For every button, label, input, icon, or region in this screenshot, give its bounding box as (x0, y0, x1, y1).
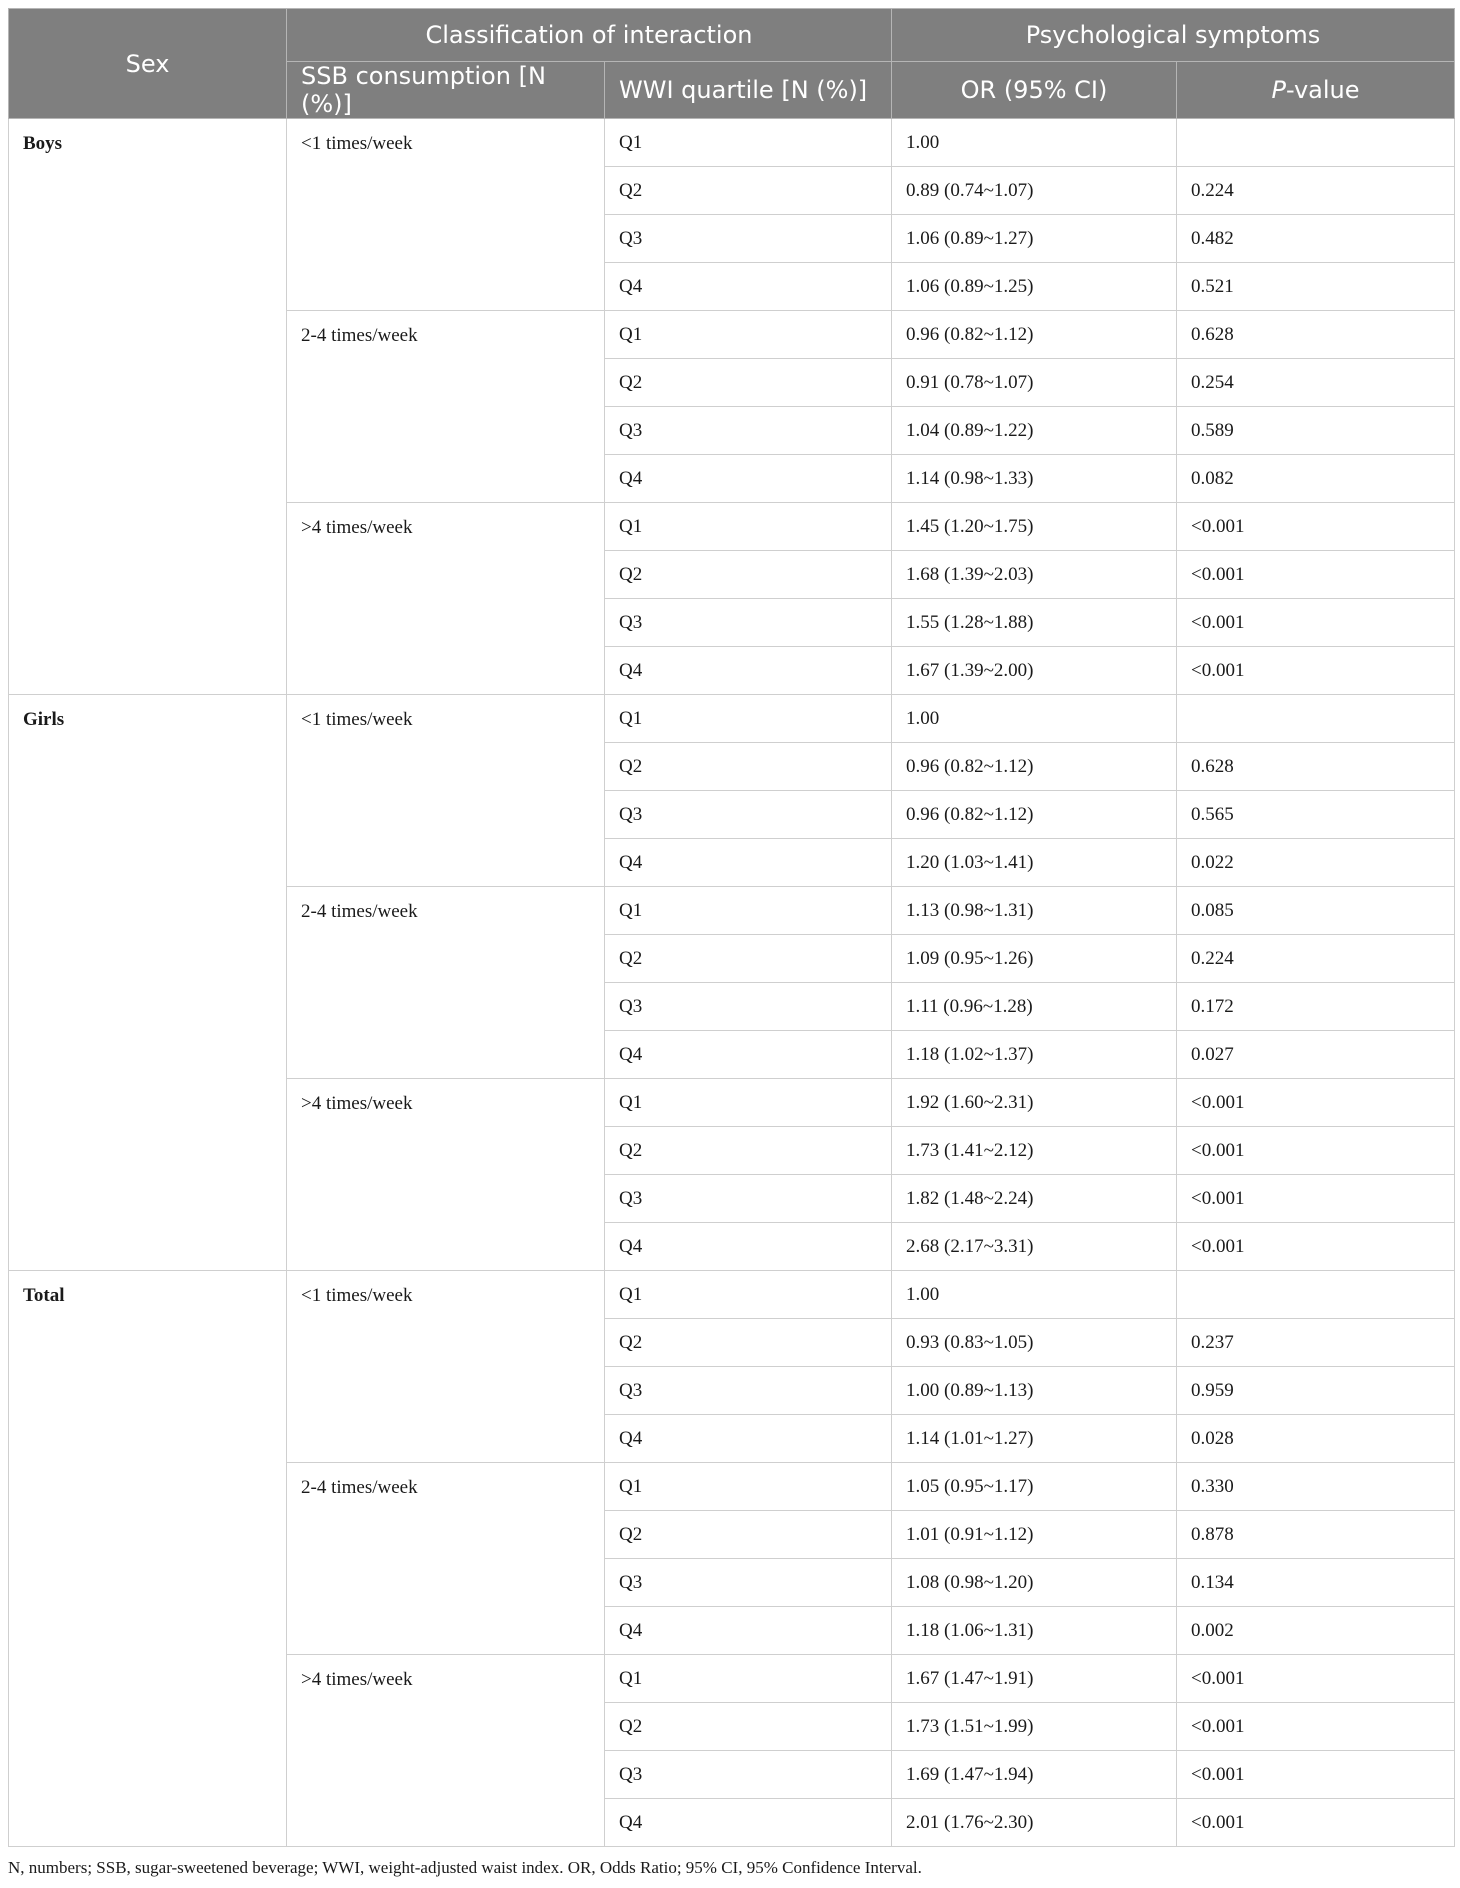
ssb-consumption-cell: 2-4 times/week (287, 887, 605, 1079)
wwi-quartile-cell: Q1 (605, 503, 892, 551)
wwi-quartile-cell: Q4 (605, 839, 892, 887)
wwi-quartile-cell: Q1 (605, 119, 892, 167)
wwi-quartile-cell: Q3 (605, 407, 892, 455)
p-value-cell: 0.022 (1177, 839, 1455, 887)
or-ci-cell: 1.00 (892, 119, 1177, 167)
table-header (9, 9, 1455, 119)
or-ci-cell: 1.67 (1.47~1.91) (892, 1655, 1177, 1703)
wwi-quartile-cell: Q3 (605, 1751, 892, 1799)
p-value-cell (1177, 119, 1455, 167)
ssb-consumption-cell: <1 times/week (287, 119, 605, 311)
table-row (9, 119, 1455, 167)
p-value-cell: 0.330 (1177, 1463, 1455, 1511)
or-ci-cell: 2.68 (2.17~3.31) (892, 1223, 1177, 1271)
wwi-quartile-cell: Q2 (605, 1703, 892, 1751)
p-value-cell: 0.224 (1177, 935, 1455, 983)
wwi-quartile-cell: Q3 (605, 215, 892, 263)
or-ci-cell: 2.01 (1.76~2.30) (892, 1799, 1177, 1847)
p-value-cell: 0.134 (1177, 1559, 1455, 1607)
or-ci-cell: 1.14 (0.98~1.33) (892, 455, 1177, 503)
p-value-cell (1177, 695, 1455, 743)
wwi-quartile-cell: Q2 (605, 167, 892, 215)
wwi-quartile-cell: Q4 (605, 1031, 892, 1079)
p-value-cell: 0.085 (1177, 887, 1455, 935)
p-value-cell: <0.001 (1177, 1655, 1455, 1703)
wwi-quartile-cell: Q4 (605, 647, 892, 695)
or-ci-cell: 0.91 (0.78~1.07) (892, 359, 1177, 407)
wwi-quartile-cell: Q2 (605, 743, 892, 791)
wwi-quartile-cell: Q3 (605, 1367, 892, 1415)
wwi-quartile-cell: Q1 (605, 1655, 892, 1703)
wwi-quartile-cell: Q2 (605, 1127, 892, 1175)
wwi-quartile-cell: Q2 (605, 1319, 892, 1367)
results-table (8, 8, 1455, 1847)
p-value-cell: <0.001 (1177, 1799, 1455, 1847)
ssb-consumption-cell: <1 times/week (287, 695, 605, 887)
p-value-cell: <0.001 (1177, 647, 1455, 695)
p-value-cell: 0.028 (1177, 1415, 1455, 1463)
or-ci-cell: 1.05 (0.95~1.17) (892, 1463, 1177, 1511)
or-ci-cell: 1.01 (0.91~1.12) (892, 1511, 1177, 1559)
header-row-top (9, 9, 1455, 62)
header-psychological-symptoms: Psychological symptoms (892, 9, 1455, 62)
or-ci-cell: 1.73 (1.41~2.12) (892, 1127, 1177, 1175)
wwi-quartile-cell: Q1 (605, 1079, 892, 1127)
sex-cell: Boys (9, 119, 287, 695)
p-value-cell: 0.027 (1177, 1031, 1455, 1079)
p-value-cell: 0.172 (1177, 983, 1455, 1031)
or-ci-cell: 0.96 (0.82~1.12) (892, 791, 1177, 839)
or-ci-cell: 0.89 (0.74~1.07) (892, 167, 1177, 215)
wwi-quartile-cell: Q3 (605, 983, 892, 1031)
wwi-quartile-cell: Q2 (605, 935, 892, 983)
header-ssb-consumption: SSB consumption [N (%)] (287, 62, 605, 119)
p-value-cell: 0.959 (1177, 1367, 1455, 1415)
ssb-consumption-cell: >4 times/week (287, 1079, 605, 1271)
wwi-quartile-cell: Q3 (605, 599, 892, 647)
or-ci-cell: 1.18 (1.06~1.31) (892, 1607, 1177, 1655)
wwi-quartile-cell: Q4 (605, 263, 892, 311)
or-ci-cell: 1.14 (1.01~1.27) (892, 1415, 1177, 1463)
ssb-consumption-cell: >4 times/week (287, 1655, 605, 1847)
wwi-quartile-cell: Q3 (605, 1559, 892, 1607)
p-value-cell: <0.001 (1177, 503, 1455, 551)
wwi-quartile-cell: Q4 (605, 455, 892, 503)
header-p-value (1177, 62, 1455, 119)
p-value-cell: <0.001 (1177, 551, 1455, 599)
or-ci-cell: 1.69 (1.47~1.94) (892, 1751, 1177, 1799)
p-value-cell: 0.237 (1177, 1319, 1455, 1367)
table-body (9, 119, 1455, 1847)
p-value-cell: <0.001 (1177, 599, 1455, 647)
wwi-quartile-cell: Q1 (605, 1271, 892, 1319)
p-value-cell: 0.482 (1177, 215, 1455, 263)
p-value-cell: 0.628 (1177, 743, 1455, 791)
table-footnote: N, numbers; SSB, sugar-sweetened beverage; WWI, weight-adjusted waist index. OR, Odds Ratio; 95% CI, 95% Confidence Interval. (8, 1858, 922, 1877)
p-value-cell: <0.001 (1177, 1703, 1455, 1751)
ssb-consumption-cell: 2-4 times/week (287, 311, 605, 503)
wwi-quartile-cell: Q4 (605, 1607, 892, 1655)
header-sex: Sex (9, 9, 287, 119)
wwi-quartile-cell: Q2 (605, 359, 892, 407)
p-value-cell: 0.082 (1177, 455, 1455, 503)
p-value-cell: <0.001 (1177, 1751, 1455, 1799)
or-ci-cell: 1.55 (1.28~1.88) (892, 599, 1177, 647)
p-value-cell (1177, 1271, 1455, 1319)
or-ci-cell: 1.06 (0.89~1.25) (892, 263, 1177, 311)
or-ci-cell: 1.11 (0.96~1.28) (892, 983, 1177, 1031)
ssb-consumption-cell: 2-4 times/week (287, 1463, 605, 1655)
wwi-quartile-cell: Q2 (605, 1511, 892, 1559)
wwi-quartile-cell: Q4 (605, 1799, 892, 1847)
ssb-consumption-cell: >4 times/week (287, 503, 605, 695)
or-ci-cell: 1.18 (1.02~1.37) (892, 1031, 1177, 1079)
p-value-cell: 0.254 (1177, 359, 1455, 407)
sex-cell: Total (9, 1271, 287, 1847)
or-ci-cell: 1.45 (1.20~1.75) (892, 503, 1177, 551)
or-ci-cell: 1.04 (0.89~1.22) (892, 407, 1177, 455)
header-p-rest: -value (1285, 76, 1360, 104)
wwi-quartile-cell: Q3 (605, 1175, 892, 1223)
or-ci-cell: 1.92 (1.60~2.31) (892, 1079, 1177, 1127)
or-ci-cell: 1.67 (1.39~2.00) (892, 647, 1177, 695)
header-wwi-quartile: WWI quartile [N (%)] (605, 62, 892, 119)
p-value-cell: <0.001 (1177, 1223, 1455, 1271)
header-classification: Classification of interaction (287, 9, 892, 62)
or-ci-cell: 1.73 (1.51~1.99) (892, 1703, 1177, 1751)
wwi-quartile-cell: Q2 (605, 551, 892, 599)
header-p-italic: P (1271, 76, 1286, 104)
wwi-quartile-cell: Q4 (605, 1223, 892, 1271)
or-ci-cell: 0.96 (0.82~1.12) (892, 311, 1177, 359)
wwi-quartile-cell: Q1 (605, 887, 892, 935)
wwi-quartile-cell: Q1 (605, 695, 892, 743)
or-ci-cell: 0.96 (0.82~1.12) (892, 743, 1177, 791)
p-value-cell: 0.521 (1177, 263, 1455, 311)
wwi-quartile-cell: Q3 (605, 791, 892, 839)
p-value-cell: <0.001 (1177, 1127, 1455, 1175)
or-ci-cell: 1.00 (892, 1271, 1177, 1319)
or-ci-cell: 1.00 (0.89~1.13) (892, 1367, 1177, 1415)
or-ci-cell: 1.82 (1.48~2.24) (892, 1175, 1177, 1223)
p-value-cell: 0.002 (1177, 1607, 1455, 1655)
wwi-quartile-cell: Q1 (605, 311, 892, 359)
or-ci-cell: 1.09 (0.95~1.26) (892, 935, 1177, 983)
or-ci-cell: 1.68 (1.39~2.03) (892, 551, 1177, 599)
p-value-cell: 0.878 (1177, 1511, 1455, 1559)
wwi-quartile-cell: Q4 (605, 1415, 892, 1463)
or-ci-cell: 1.06 (0.89~1.27) (892, 215, 1177, 263)
or-ci-cell: 1.20 (1.03~1.41) (892, 839, 1177, 887)
p-value-cell: 0.565 (1177, 791, 1455, 839)
p-value-cell: <0.001 (1177, 1079, 1455, 1127)
p-value-cell: <0.001 (1177, 1175, 1455, 1223)
table-row (9, 695, 1455, 743)
header-or-ci: OR (95% CI) (892, 62, 1177, 119)
sex-cell: Girls (9, 695, 287, 1271)
or-ci-cell: 1.13 (0.98~1.31) (892, 887, 1177, 935)
or-ci-cell: 0.93 (0.83~1.05) (892, 1319, 1177, 1367)
ssb-consumption-cell: <1 times/week (287, 1271, 605, 1463)
or-ci-cell: 1.08 (0.98~1.20) (892, 1559, 1177, 1607)
or-ci-cell: 1.00 (892, 695, 1177, 743)
p-value-cell: 0.589 (1177, 407, 1455, 455)
p-value-cell: 0.628 (1177, 311, 1455, 359)
table-row (9, 1271, 1455, 1319)
p-value-cell: 0.224 (1177, 167, 1455, 215)
wwi-quartile-cell: Q1 (605, 1463, 892, 1511)
